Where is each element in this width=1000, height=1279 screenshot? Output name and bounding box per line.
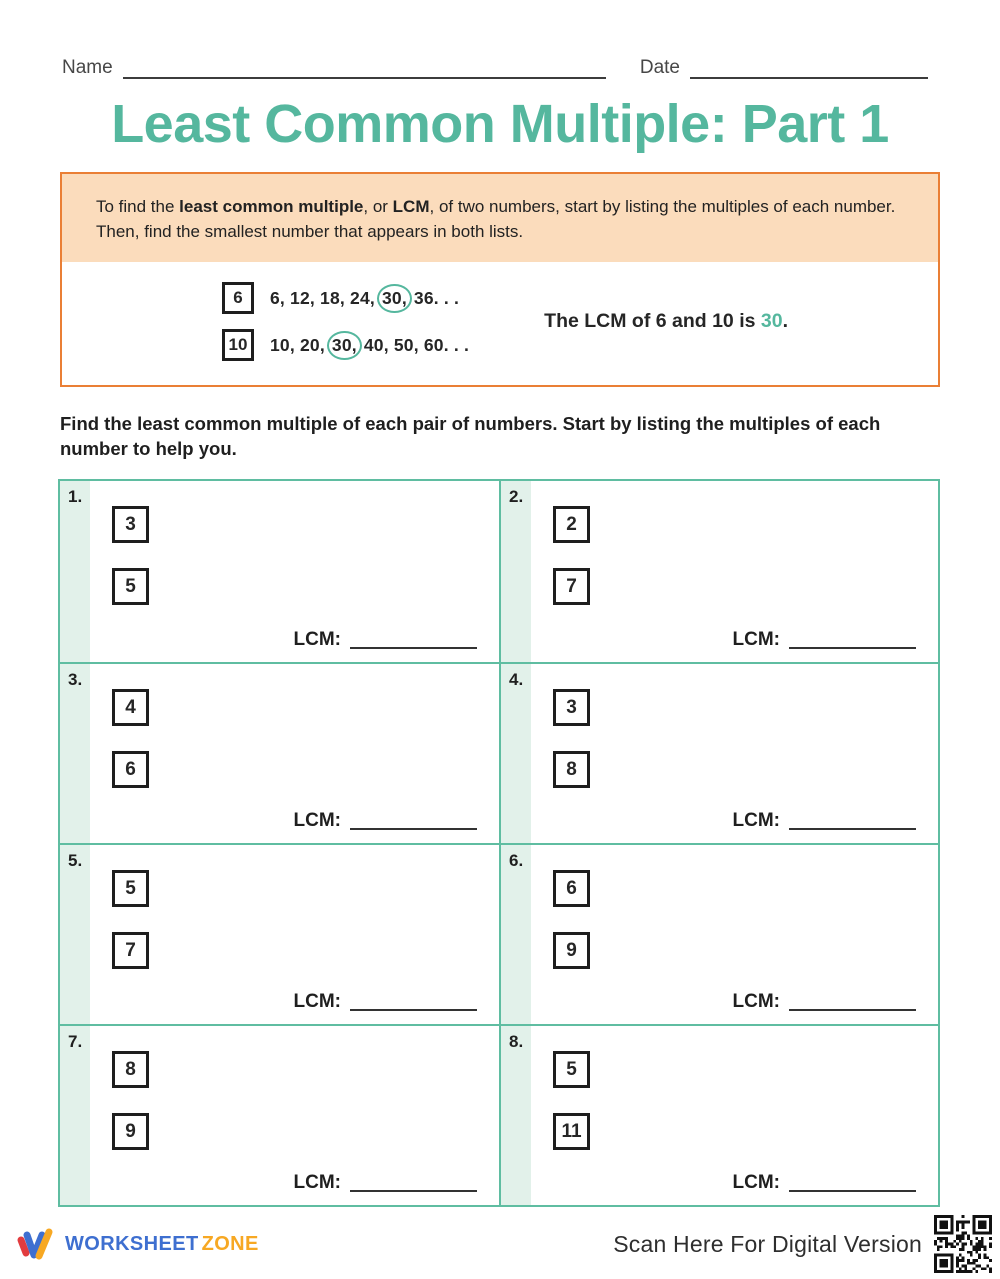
problem-cell-6 [499,843,938,1024]
lcm-label: LCM: [293,629,341,651]
lcm-answer-row [294,992,477,1011]
factor-box-b: 11 [553,1113,590,1150]
factor-box-a: 8 [112,1051,149,1088]
problem-number: 5. [68,851,83,871]
footer-right [613,1215,992,1273]
multiples-before: 6, 12, 18, 24, [270,287,375,308]
example-row-10 [222,329,469,361]
factor-box-b: 9 [553,932,590,969]
problem-cell-4 [499,662,938,843]
name-write-line[interactable] [123,63,606,79]
lcm-label: LCM: [732,991,780,1013]
lcm-answer-row [294,630,477,649]
factor-box-b: 7 [553,568,590,605]
name-field-group [62,58,606,79]
example-multiples-10 [270,331,469,361]
factor-box-a: 5 [112,870,149,907]
brand-text [65,1233,259,1256]
factor-box-a: 4 [112,689,149,726]
qr-code [934,1215,992,1273]
date-write-line[interactable] [690,63,928,79]
problems-grid [58,479,940,1207]
lcm-answer-line[interactable] [350,634,477,649]
instruction-text: To find the least common multiple, or LCM, of two numbers, start by listing the multiples of each number. Then, find the smallest number that appears in both lists. [62,174,938,262]
cell-accent-strip [60,845,90,1024]
lcm-label: LCM: [732,1172,780,1194]
lcm-answer-line[interactable] [350,996,477,1011]
problem-number: 8. [509,1032,524,1052]
multiples-before: 10, 20, [270,334,325,355]
brand-worksheet: WORKSHEET [65,1232,199,1255]
lcm-answer-row [733,1173,916,1192]
cell-accent-strip [60,1026,90,1205]
factor-box-a: 6 [553,870,590,907]
factor-box-b: 6 [112,751,149,788]
example-section [62,262,938,385]
cell-accent-strip [501,664,531,843]
name-label: Name [62,57,113,78]
lcm-answer-line[interactable] [350,815,477,830]
factor-box-b: 5 [112,568,149,605]
problem-cell-2 [499,481,938,662]
multiples-after: 36. . . [413,287,460,308]
cell-accent-strip [60,481,90,662]
problem-number: 3. [68,670,83,690]
date-label: Date [639,57,680,78]
problem-cell-3 [60,662,499,843]
problem-cell-1 [60,481,499,662]
factor-box-b: 7 [112,932,149,969]
lcm-answer-row [294,811,477,830]
problem-number: 1. [68,487,83,507]
problem-number: 4. [509,670,524,690]
footer [15,1215,992,1273]
factor-box-a: 3 [553,689,590,726]
lcm-label: LCM: [732,629,780,651]
example-multiples-6 [270,284,459,314]
factor-box-a: 2 [553,506,590,543]
lcm-label: LCM: [293,991,341,1013]
lcm-answer-line[interactable] [789,1177,916,1192]
lcm-answer-row [733,992,916,1011]
worksheet-zone-logo-icon [15,1226,57,1262]
date-field-group [640,58,928,79]
lcm-answer-line[interactable] [789,815,916,830]
problem-number: 6. [509,851,524,871]
problem-cell-5 [60,843,499,1024]
cell-accent-strip [60,664,90,843]
factor-box-a: 3 [112,506,149,543]
task-instruction: Find the least common multiple of each pair of numbers. Start by listing the multiples of each number to help you. [60,413,881,460]
circled-multiple: 30, [327,331,362,361]
problem-number: 7. [68,1032,83,1052]
multiples-after: 40, 50, 60. . . [363,334,470,355]
header-row [0,0,1000,79]
problem-cell-8 [499,1024,938,1205]
factor-box-b: 9 [112,1113,149,1150]
factor-box-a: 5 [553,1051,590,1088]
problem-number: 2. [509,487,524,507]
lcm-label: LCM: [293,1172,341,1194]
cell-accent-strip [501,481,531,662]
worksheet-zone-logo [15,1226,259,1262]
lcm-answer-row [294,1173,477,1192]
instruction-box [60,172,940,387]
lcm-answer-line[interactable] [789,634,916,649]
example-conclusion: The LCM of 6 and 10 is 30. [544,310,788,333]
scan-here-text: Scan Here For Digital Version [613,1230,922,1257]
example-row-6 [222,282,469,314]
page-title: Least Common Multiple: Part 1 [111,94,889,154]
example-number-box-10: 10 [222,329,254,361]
lcm-answer-row [733,630,916,649]
lcm-answer-row [733,811,916,830]
cell-accent-strip [501,845,531,1024]
circled-multiple: 30, [377,284,412,314]
factor-box-b: 8 [553,751,590,788]
example-lists [222,282,469,361]
example-number-box-6: 6 [222,282,254,314]
lcm-answer-line[interactable] [789,996,916,1011]
lcm-answer-line[interactable] [350,1177,477,1192]
brand-zone: ZONE [201,1232,259,1255]
lcm-label: LCM: [293,810,341,832]
problem-cell-7 [60,1024,499,1205]
cell-accent-strip [501,1026,531,1205]
lcm-label: LCM: [732,810,780,832]
